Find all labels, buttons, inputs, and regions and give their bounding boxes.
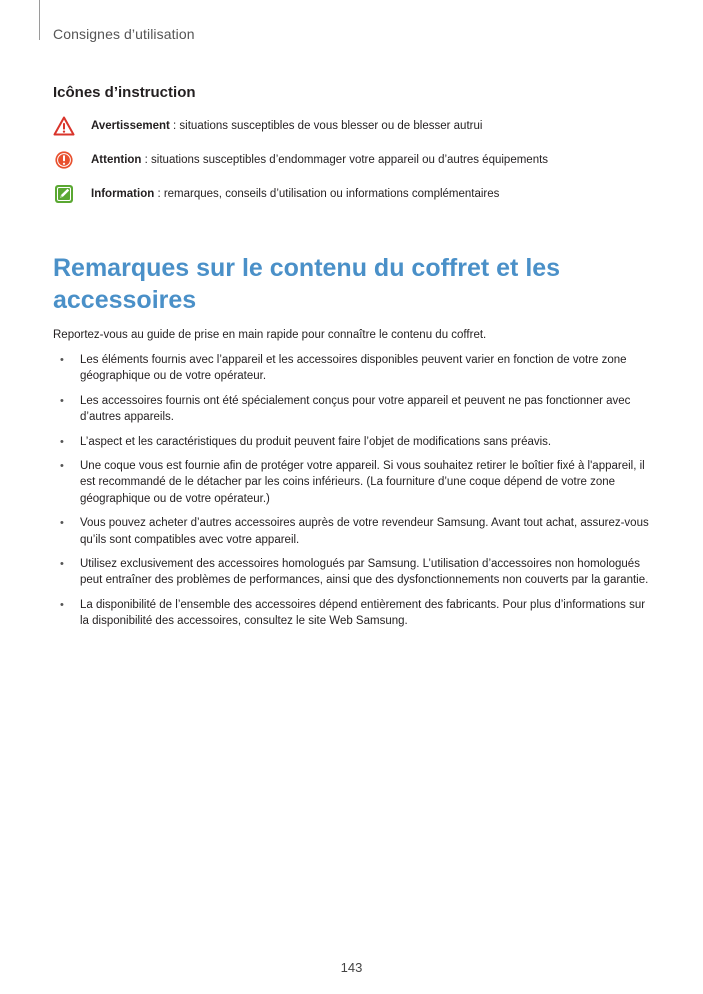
- list-item: • Les accessoires fournis ont été spécialement conçus pour votre appareil et peuvent ne pas fonctionner avec d’autres appareils.: [60, 394, 631, 424]
- list-item: • L’aspect et les caractéristiques du produit peuvent faire l’objet de modifications sans préavis.: [60, 435, 552, 448]
- warning-triangle-icon: [53, 116, 75, 136]
- list-item: • Vous pouvez acheter d’autres accessoires auprès de votre revendeur Samsung. Avant tout achat, assurez-vous qu’ils sont compatibles avec votre appareil.: [60, 517, 649, 546]
- section-intro: Reportez-vous au guide de prise en main rapide pour connaître le contenu du coffret.: [53, 329, 487, 341]
- list-item-text: Les éléments fournis avec l’appareil et les accessoires disponibles peuvent varier en fonction de votre zone géographique ou de votre opérateur.: [80, 354, 627, 383]
- caution-exclamation-icon: [53, 150, 75, 170]
- instruction-row-caution: [53, 150, 673, 170]
- instruction-text-warning: [91, 116, 482, 136]
- list-item-text: Vous pouvez acheter d’autres accessoires auprès de votre revendeur Samsung. Avant tout achat, assurez-vous qu’ils sont compatibles avec votre appareil.: [80, 517, 649, 546]
- running-header: Consignes d’utilisation: [53, 26, 195, 42]
- instruction-term: Avertissement: [91, 120, 170, 132]
- list-item-text: La disponibilité de l’ensemble des accessoires dépend entièrement des fabricants. Pour plus d’informations sur la disponibilité des accessoires, consultez le site Web Samsung.: [80, 598, 646, 628]
- note-pencil-icon: [53, 184, 75, 204]
- section-title: Remarques sur le contenu du coffret et les accessoires: [53, 254, 561, 314]
- list-item-text: Utilisez exclusivement des accessoires homologués par Samsung. L’utilisation d’accessoires non homologués peut entraîner des problèmes de performances, ainsi que des dysfonctionnements non couverts par la garantie.: [80, 558, 649, 587]
- instruction-row-information: [53, 184, 673, 204]
- list-item-text: Une coque vous est fournie afin de protéger votre appareil. Si vous souhaitez retirer le boîtier fixé à l'appareil, il est recommandé de le détacher par les coins inférieurs. (La fourniture d’une coque dépend de votre zone géographique ou de votre opérateur.): [80, 460, 645, 505]
- list-item-text: Les accessoires fournis ont été spécialement conçus pour votre appareil et peuvent ne pas fonctionner avec d’autres appareils.: [80, 394, 631, 424]
- instruction-text-information: [91, 184, 499, 204]
- page-margin-rule: [39, 0, 40, 40]
- list-item: • Une coque vous est fournie afin de protéger votre appareil. Si vous souhaitez retirer le boîtier fixé à l'appareil, il est recommandé de le détacher par les coins inférieurs. (La fourniture d’une coque dépend de votre zone géographique ou de votre opérateur.): [60, 460, 645, 505]
- instruction-row-warning: [53, 116, 673, 136]
- page-number: 143: [340, 960, 363, 975]
- instruction-text-caution: [91, 150, 548, 170]
- instruction-term: Information: [91, 188, 155, 200]
- instruction-description: : situations susceptibles d’endommager votre appareil ou d’autres équipements: [141, 154, 549, 166]
- accessories-bullet-list: [53, 352, 653, 638]
- list-item: • Utilisez exclusivement des accessoires homologués par Samsung. L’utilisation d’accessoires non homologués peut entraîner des problèmes de performances, ainsi que des dysfonctionnements non couverts par la garantie.: [60, 558, 649, 587]
- instruction-description: : remarques, conseils d’utilisation ou informations complémentaires: [154, 188, 500, 200]
- instruction-description: : situations susceptibles de vous blesser ou de blesser autrui: [169, 120, 483, 132]
- list-item: • Les éléments fournis avec l’appareil et les accessoires disponibles peuvent varier en fonction de votre zone géographique ou de votre opérateur.: [60, 354, 627, 383]
- list-item: • La disponibilité de l’ensemble des accessoires dépend entièrement des fabricants. Pour plus d’informations sur la disponibilité des accessoires, consultez le site Web Samsung.: [60, 598, 646, 628]
- instruction-icons-heading: Icônes d’instruction: [53, 84, 196, 101]
- instruction-term: Attention: [91, 154, 142, 166]
- list-item-text: L’aspect et les caractéristiques du produit peuvent faire l’objet de modifications sans préavis.: [80, 435, 552, 448]
